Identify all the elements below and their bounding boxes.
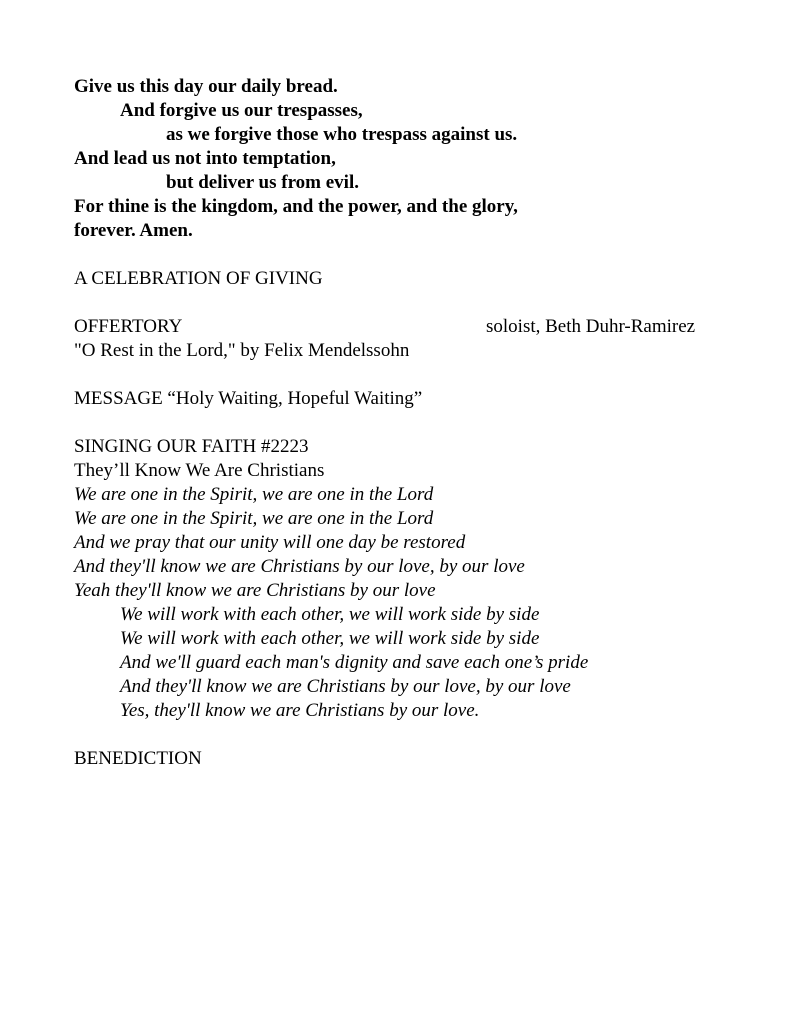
hymn-lyric-line: Yeah they'll know we are Christians by our love [74,580,436,601]
prayer-line: but deliver us from evil. [166,172,359,193]
hymn-lyric-line: We will work with each other, we will work side by side [120,628,540,649]
hymn-heading: SINGING OUR FAITH #2223 [74,436,309,457]
prayer-line: And forgive us our trespasses, [120,100,363,121]
offertory-heading: OFFERTORY [74,316,183,337]
offertory-piece: "O Rest in the Lord," by Felix Mendelssohn [74,340,410,361]
hymn-title: They’ll Know We Are Christians [74,460,325,481]
hymn-lyric-line: Yes, they'll know we are Christians by our love. [120,700,480,721]
offertory-soloist: soloist, Beth Duhr-Ramirez [486,316,696,337]
giving-heading: A CELEBRATION OF GIVING [74,268,323,289]
hymn-lyric-line: And we pray that our unity will one day be restored [74,532,466,553]
prayer-line: forever. Amen. [74,220,193,241]
hymn-lyric-line: And they'll know we are Christians by our love, by our love [120,676,571,697]
hymn-lyric-line: And they'll know we are Christians by our love, by our love [74,556,525,577]
hymn-lyric-line: And we'll guard each man's dignity and save each one’s pride [120,652,589,673]
prayer-line: as we forgive those who trespass against us. [166,124,518,145]
hymn-lyric-line: We are one in the Spirit, we are one in the Lord [74,508,434,529]
hymn-lyric-line: We are one in the Spirit, we are one in the Lord [74,484,434,505]
benediction-heading: BENEDICTION [74,748,202,769]
prayer-line: Give us this day our daily bread. [74,76,338,97]
prayer-line: For thine is the kingdom, and the power, and the glory, [74,196,518,217]
message-heading: MESSAGE “Holy Waiting, Hopeful Waiting” [74,388,423,409]
hymn-lyric-line: We will work with each other, we will work side by side [120,604,540,625]
prayer-line: And lead us not into temptation, [74,148,336,169]
